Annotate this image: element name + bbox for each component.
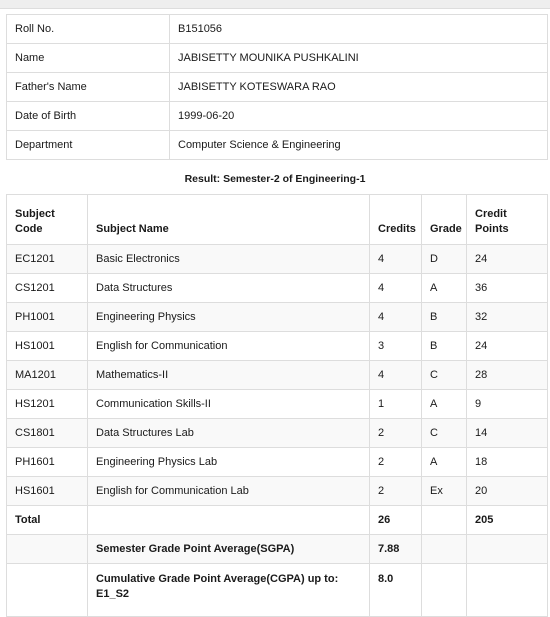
- cgpa-value: 8.0: [370, 564, 422, 617]
- marks-body: [7, 245, 548, 506]
- grade-cell: B: [422, 332, 467, 361]
- subject-code-cell: EC1201: [7, 245, 88, 274]
- credits-cell: 2: [370, 448, 422, 477]
- cgpa-row: [7, 564, 548, 617]
- name-row: [7, 44, 548, 73]
- father-name-label: Father's Name: [7, 73, 170, 102]
- sgpa-label: Semester Grade Point Average(SGPA): [88, 535, 370, 564]
- marks-table: [6, 194, 548, 617]
- department-label: Department: [7, 131, 170, 160]
- subject-name-cell: Basic Electronics: [88, 245, 370, 274]
- subject-row: [7, 274, 548, 303]
- subject-row: [7, 390, 548, 419]
- sgpa-points-empty: [467, 535, 548, 564]
- subject-name-cell: Engineering Physics: [88, 303, 370, 332]
- subject-name-header: Subject Name: [88, 195, 370, 245]
- total-credits: 26: [370, 506, 422, 535]
- cgpa-label: Cumulative Grade Point Average(CGPA) up to: E1_S2: [88, 564, 370, 617]
- grade-cell: C: [422, 419, 467, 448]
- cgpa-grade-empty: [422, 564, 467, 617]
- credit-points-cell: 32: [467, 303, 548, 332]
- total-label: Total: [7, 506, 88, 535]
- credit-points-cell: 24: [467, 332, 548, 361]
- subject-row: [7, 245, 548, 274]
- grade-cell: D: [422, 245, 467, 274]
- credit-points-cell: 28: [467, 361, 548, 390]
- subject-row: [7, 361, 548, 390]
- subject-row: [7, 448, 548, 477]
- grade-cell: A: [422, 274, 467, 303]
- cgpa-points-empty: [467, 564, 548, 617]
- father-name-value: JABISETTY KOTESWARA RAO: [170, 73, 548, 102]
- date-of-birth-value: 1999-06-20: [170, 102, 548, 131]
- grade-cell: B: [422, 303, 467, 332]
- roll-number-value: B151056: [170, 15, 548, 44]
- subject-code-cell: PH1601: [7, 448, 88, 477]
- subject-name-cell: Data Structures: [88, 274, 370, 303]
- credits-cell: 4: [370, 245, 422, 274]
- subject-row: [7, 332, 548, 361]
- grade-cell: C: [422, 361, 467, 390]
- subject-name-cell: Communication Skills-II: [88, 390, 370, 419]
- top-divider: [0, 0, 550, 9]
- roll-number-label: Roll No.: [7, 15, 170, 44]
- subject-code-cell: MA1201: [7, 361, 88, 390]
- sgpa-value: 7.88: [370, 535, 422, 564]
- subject-name-cell: English for Communication: [88, 332, 370, 361]
- marks-header-row: [7, 195, 548, 245]
- student-details-table: [6, 14, 548, 160]
- credit-points-cell: 14: [467, 419, 548, 448]
- subject-code-cell: CS1801: [7, 419, 88, 448]
- credits-cell: 3: [370, 332, 422, 361]
- credit-points-header: Credit Points: [467, 195, 548, 245]
- subject-code-cell: HS1201: [7, 390, 88, 419]
- sgpa-empty-cell: [7, 535, 88, 564]
- cgpa-empty-cell: [7, 564, 88, 617]
- credit-points-cell: 18: [467, 448, 548, 477]
- grade-header: Grade: [422, 195, 467, 245]
- credit-points-cell: 20: [467, 477, 548, 506]
- total-grade-empty: [422, 506, 467, 535]
- result-title: Result: Semester-2 of Engineering-1: [184, 173, 366, 185]
- subject-code-cell: CS1201: [7, 274, 88, 303]
- grade-cell: A: [422, 390, 467, 419]
- total-empty-cell: [88, 506, 370, 535]
- subject-code-cell: HS1601: [7, 477, 88, 506]
- subject-row: [7, 477, 548, 506]
- subject-name-cell: Data Structures Lab: [88, 419, 370, 448]
- name-value: JABISETTY MOUNIKA PUSHKALINI: [170, 44, 548, 73]
- sgpa-grade-empty: [422, 535, 467, 564]
- subject-name-cell: English for Communication Lab: [88, 477, 370, 506]
- credits-cell: 1: [370, 390, 422, 419]
- grade-cell: A: [422, 448, 467, 477]
- name-label: Name: [7, 44, 170, 73]
- department-row: [7, 131, 548, 160]
- credits-cell: 2: [370, 477, 422, 506]
- subject-name-cell: Mathematics-II: [88, 361, 370, 390]
- sgpa-row: [7, 535, 548, 564]
- subject-code-cell: PH1001: [7, 303, 88, 332]
- credits-cell: 4: [370, 361, 422, 390]
- credit-points-cell: 9: [467, 390, 548, 419]
- subject-row: [7, 303, 548, 332]
- roll-number-row: [7, 15, 548, 44]
- credits-cell: 4: [370, 274, 422, 303]
- date-of-birth-row: [7, 102, 548, 131]
- father-name-row: [7, 73, 548, 102]
- credit-points-cell: 36: [467, 274, 548, 303]
- subject-code-header: Subject Code: [7, 195, 88, 245]
- credits-header: Credits: [370, 195, 422, 245]
- date-of-birth-label: Date of Birth: [7, 102, 170, 131]
- credits-cell: 2: [370, 419, 422, 448]
- total-row: [7, 506, 548, 535]
- total-credit-points: 205: [467, 506, 548, 535]
- credits-cell: 4: [370, 303, 422, 332]
- credit-points-cell: 24: [467, 245, 548, 274]
- subject-code-cell: HS1001: [7, 332, 88, 361]
- subject-name-cell: Engineering Physics Lab: [88, 448, 370, 477]
- grade-cell: Ex: [422, 477, 467, 506]
- subject-row: [7, 419, 548, 448]
- department-value: Computer Science & Engineering: [170, 131, 548, 160]
